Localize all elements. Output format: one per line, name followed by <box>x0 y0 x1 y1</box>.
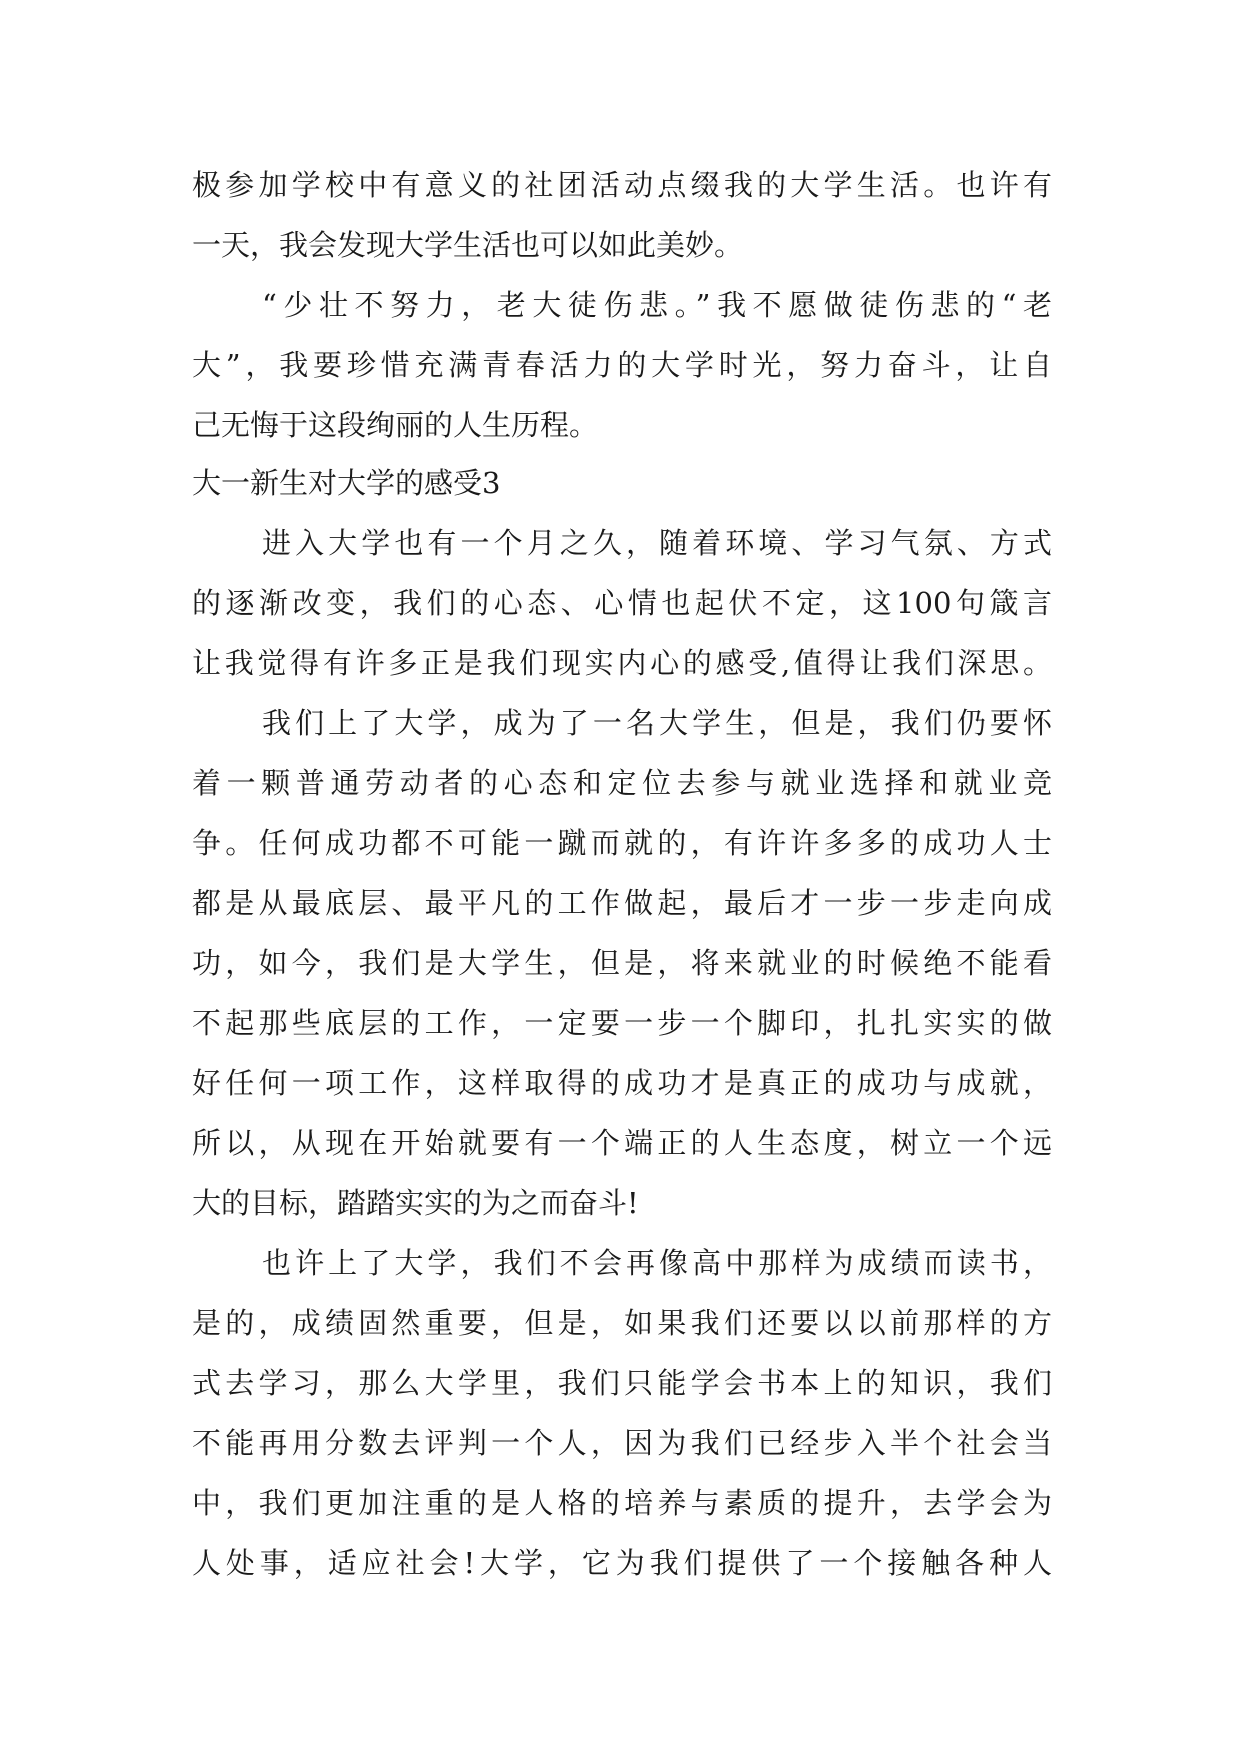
body-text-line: 进入大学也有一个月之久，随着环境、学习气氛、方式 <box>262 526 1052 560</box>
body-text-line: 中，我们更加注重的是人格的培养与素质的提升，去学会为 <box>192 1486 1052 1520</box>
body-text-line: 争。任何成功都不可能一蹴而就的，有许许多多的成功人士 <box>192 826 1052 860</box>
body-text-line: 的逐渐改变，我们的心态、心情也起伏不定，这100句箴言 <box>192 586 1052 620</box>
body-text-line: 着一颗普通劳动者的心态和定位去参与就业选择和就业竞 <box>192 766 1052 800</box>
body-text-line: 都是从最底层、最平凡的工作做起，最后才一步一步走向成 <box>192 886 1052 920</box>
body-text-line: 极参加学校中有意义的社团活动点缀我的大学生活。也许有 <box>192 168 1052 202</box>
body-text-line: 大的目标，踏踏实实的为之而奋斗! <box>192 1186 639 1220</box>
body-text-line: “少壮不努力，老大徒伤悲。”我不愿做徒伤悲的“老 <box>262 288 1052 322</box>
section-heading: 大一新生对大学的感受3 <box>192 466 501 500</box>
body-text-line: 不能再用分数去评判一个人，因为我们已经步入半个社会当 <box>192 1426 1052 1460</box>
body-text-line: 一天，我会发现大学生活也可以如此美妙。 <box>192 228 744 262</box>
body-text-line: 式去学习，那么大学里，我们只能学会书本上的知识，我们 <box>192 1366 1052 1400</box>
body-text-line: 也许上了大学，我们不会再像高中那样为成绩而读书， <box>262 1246 1052 1280</box>
body-text-line: 所以，从现在开始就要有一个端正的人生态度，树立一个远 <box>192 1126 1052 1160</box>
body-text-line: 是的，成绩固然重要，但是，如果我们还要以以前那样的方 <box>192 1306 1052 1340</box>
body-text-line: 好任何一项工作，这样取得的成功才是真正的成功与成就， <box>192 1066 1052 1100</box>
body-text-line: 不起那些底层的工作，一定要一步一个脚印，扎扎实实的做 <box>192 1006 1052 1040</box>
body-text-line: 己无悔于这段绚丽的人生历程。 <box>192 408 599 442</box>
body-text-line: 人处事，适应社会!大学，它为我们提供了一个接触各种人 <box>192 1546 1052 1580</box>
body-text-line: 功，如今，我们是大学生，但是，将来就业的时候绝不能看 <box>192 946 1052 980</box>
body-text-line: 让我觉得有许多正是我们现实内心的感受,值得让我们深思。 <box>192 646 1052 680</box>
body-text-line: 我们上了大学，成为了一名大学生，但是，我们仍要怀 <box>262 706 1052 740</box>
body-text-line: 大”，我要珍惜充满青春活力的大学时光，努力奋斗，让自 <box>192 348 1052 382</box>
